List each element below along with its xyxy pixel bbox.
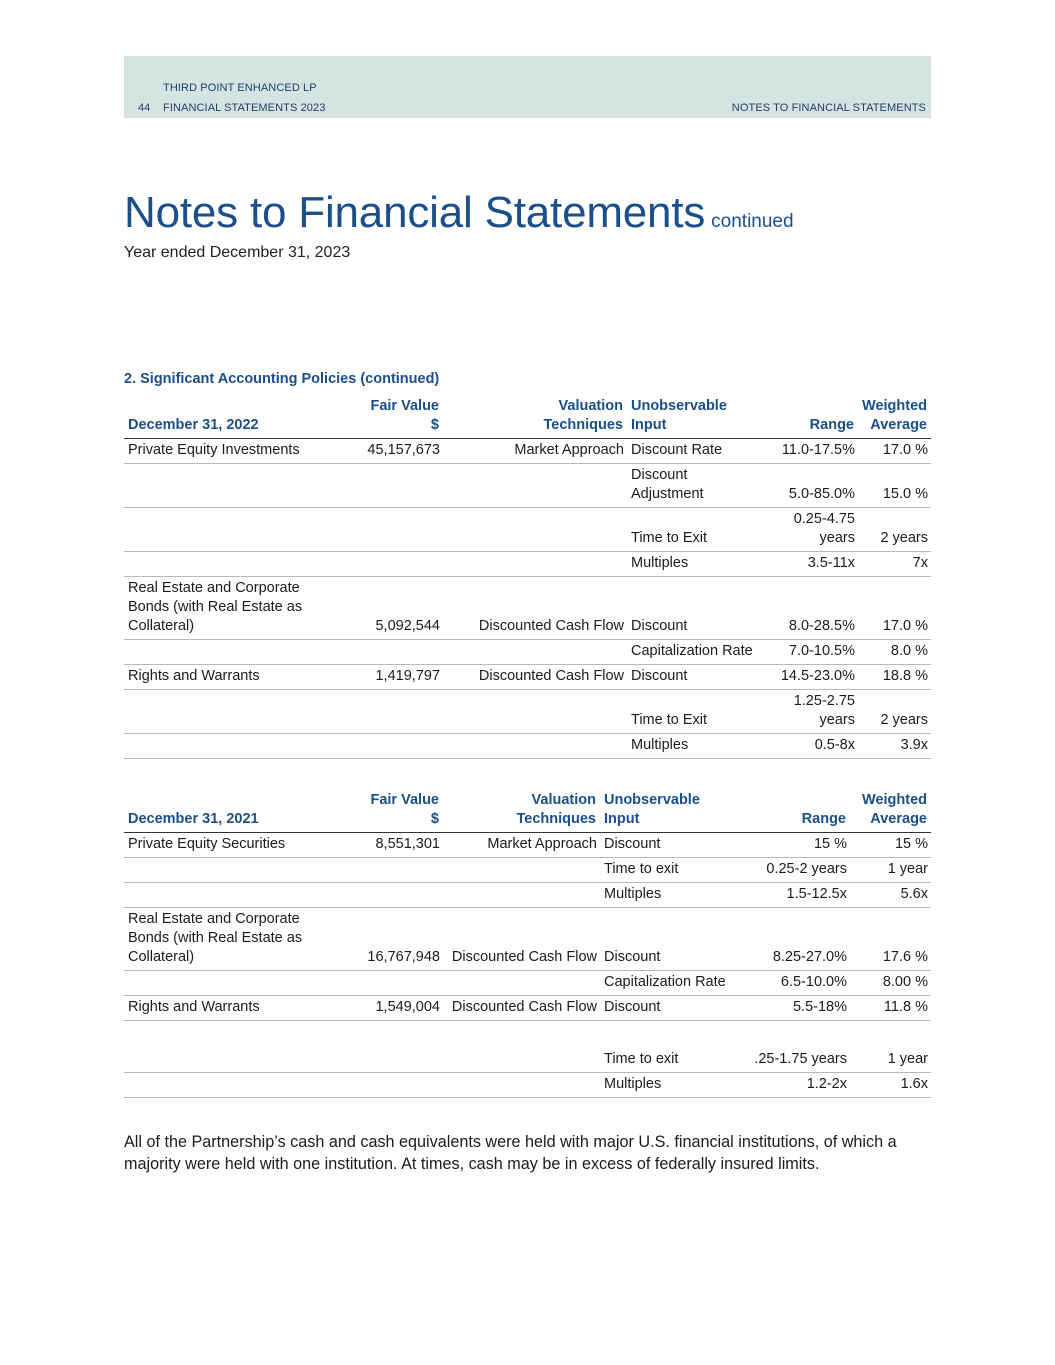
row-fair-value [325, 552, 443, 577]
row-fair-value: 1,549,004 [325, 996, 443, 1021]
row-range: 15 % [733, 833, 850, 858]
row-unobservable-input: Time to exit [600, 858, 733, 883]
row-category [124, 1021, 325, 1073]
row-range: 1.2-2x [733, 1073, 850, 1098]
row-unobservable-input: Time to exit [600, 1021, 733, 1073]
page-subtitle: Year ended December 31, 2023 [124, 244, 351, 261]
row-category [124, 883, 325, 908]
row-unobservable-input: Multiples [600, 883, 733, 908]
table-header-row [124, 791, 931, 833]
row-weighted-average: 5.6x [850, 883, 931, 908]
row-fair-value: 8,551,301 [325, 833, 443, 858]
row-valuation-technique: Discounted Cash Flow [443, 908, 600, 971]
row-fair-value: 45,157,673 [325, 439, 443, 464]
row-unobservable-input: Multiples [627, 734, 760, 759]
row-valuation-technique [443, 858, 600, 883]
row-unobservable-input: Discount [627, 577, 760, 640]
row-fair-value [325, 1073, 443, 1098]
table-row [124, 996, 931, 1021]
table-row [124, 883, 931, 908]
row-fair-value [325, 640, 443, 665]
row-range: 5.0-85.0% [760, 464, 858, 508]
row-category [124, 508, 325, 552]
column-header-weighted-average: Weighted Average [858, 397, 931, 439]
column-header-valuation-techniques: Valuation Techniques [443, 397, 627, 439]
row-range: 7.0-10.5% [760, 640, 858, 665]
page-title-main: Notes to Financial Statements [124, 188, 706, 237]
row-category [124, 1073, 325, 1098]
row-category: Rights and Warrants [124, 665, 325, 690]
row-range: 3.5-11x [760, 552, 858, 577]
row-range: .25-1.75 years [733, 1021, 850, 1073]
row-category [124, 858, 325, 883]
row-fair-value [325, 883, 443, 908]
header-section: NOTES TO FINANCIAL STATEMENTS [731, 102, 926, 114]
row-category: Real Estate and Corporate Bonds (with Real Estate as Collateral) [124, 577, 325, 640]
header-document: FINANCIAL STATEMENTS 2023 [163, 102, 326, 114]
table-row [124, 858, 931, 883]
row-range: 8.25-27.0% [733, 908, 850, 971]
row-fair-value [325, 734, 443, 759]
row-weighted-average: 8.0 % [858, 640, 931, 665]
table-row [124, 833, 931, 858]
row-weighted-average: 17.6 % [850, 908, 931, 971]
row-fair-value [325, 508, 443, 552]
table-row [124, 1021, 931, 1073]
row-valuation-technique [443, 690, 627, 734]
row-range: 0.25-2 years [733, 858, 850, 883]
row-range: 1.25-2.75 years [760, 690, 858, 734]
row-fair-value: 16,767,948 [325, 908, 443, 971]
table-row [124, 665, 931, 690]
row-valuation-technique: Market Approach [443, 833, 600, 858]
column-header-weighted-average: Weighted Average [850, 791, 931, 833]
row-unobservable-input: Discount Rate [627, 439, 760, 464]
row-unobservable-input: Discount [600, 833, 733, 858]
row-category [124, 640, 325, 665]
row-category: Real Estate and Corporate Bonds (with Real Estate as Collateral) [124, 908, 325, 971]
row-weighted-average: 1 year [850, 1021, 931, 1073]
row-weighted-average: 15 % [850, 833, 931, 858]
row-valuation-technique [443, 508, 627, 552]
row-weighted-average: 17.0 % [858, 439, 931, 464]
row-fair-value [325, 690, 443, 734]
row-fair-value [325, 971, 443, 996]
row-fair-value [325, 1021, 443, 1073]
row-weighted-average: 1 year [850, 858, 931, 883]
table-row [124, 577, 931, 640]
row-range: 0.25-4.75 years [760, 508, 858, 552]
row-category [124, 464, 325, 508]
row-category [124, 552, 325, 577]
table-row [124, 640, 931, 665]
row-range: 1.5-12.5x [733, 883, 850, 908]
column-header-date: December 31, 2022 [124, 397, 325, 439]
table-row [124, 464, 931, 508]
row-unobservable-input: Discount Adjustment [627, 464, 760, 508]
row-weighted-average: 7x [858, 552, 931, 577]
table-row [124, 508, 931, 552]
row-weighted-average: 3.9x [858, 734, 931, 759]
row-valuation-technique [443, 1073, 600, 1098]
column-header-unobservable-input: Unobservable Input [600, 791, 733, 833]
column-header-range: Range [733, 791, 850, 833]
row-unobservable-input: Time to Exit [627, 690, 760, 734]
row-valuation-technique: Discounted Cash Flow [443, 665, 627, 690]
row-weighted-average: 1.6x [850, 1073, 931, 1098]
table-row [124, 690, 931, 734]
row-valuation-technique [443, 464, 627, 508]
row-fair-value [325, 858, 443, 883]
row-category: Rights and Warrants [124, 996, 325, 1021]
row-category [124, 734, 325, 759]
row-range: 6.5-10.0% [733, 971, 850, 996]
row-unobservable-input: Capitalization Rate [600, 971, 733, 996]
row-valuation-technique: Market Approach [443, 439, 627, 464]
row-range: 14.5-23.0% [760, 665, 858, 690]
table-row [124, 971, 931, 996]
row-fair-value [325, 464, 443, 508]
header-band [124, 56, 931, 118]
column-header-fair-value: Fair Value $ [325, 791, 443, 833]
row-weighted-average: 17.0 % [858, 577, 931, 640]
column-header-range: Range [760, 397, 858, 439]
table-row [124, 552, 931, 577]
column-header-valuation-techniques: Valuation Techniques [443, 791, 600, 833]
row-category [124, 690, 325, 734]
page-title [124, 188, 794, 238]
page-number: 44 [138, 102, 151, 114]
row-range: 0.5-8x [760, 734, 858, 759]
table-row [124, 734, 931, 759]
table-row [124, 439, 931, 464]
row-unobservable-input: Time to Exit [627, 508, 760, 552]
row-range: 5.5-18% [733, 996, 850, 1021]
table-header-row [124, 397, 931, 439]
row-weighted-average: 8.00 % [850, 971, 931, 996]
row-valuation-technique: Discounted Cash Flow [443, 996, 600, 1021]
row-valuation-technique [443, 552, 627, 577]
row-range: 8.0-28.5% [760, 577, 858, 640]
row-range: 11.0-17.5% [760, 439, 858, 464]
footnote-paragraph: All of the Partnership’s cash and cash equivalents were held with major U.S. financial institutions, of which a majority were held with one institution. At times, cash may be in excess of federally insured limits. [124, 1133, 897, 1173]
table-row [124, 908, 931, 971]
header-company: THIRD POINT ENHANCED LP [163, 82, 317, 94]
row-weighted-average: 11.8 % [850, 996, 931, 1021]
row-valuation-technique [443, 640, 627, 665]
table-row [124, 1073, 931, 1098]
row-valuation-technique [443, 971, 600, 996]
row-valuation-technique [443, 734, 627, 759]
row-unobservable-input: Discount [627, 665, 760, 690]
row-category: Private Equity Investments [124, 439, 325, 464]
row-weighted-average: 2 years [858, 508, 931, 552]
row-fair-value: 1,419,797 [325, 665, 443, 690]
column-header-unobservable-input: Unobservable Input [627, 397, 760, 439]
fair-value-table-2022 [124, 397, 931, 759]
row-weighted-average: 2 years [858, 690, 931, 734]
row-fair-value: 5,092,544 [325, 577, 443, 640]
section-heading: 2. Significant Accounting Policies (continued) [124, 371, 440, 387]
fair-value-table-2021 [124, 791, 931, 1098]
column-header-date: December 31, 2021 [124, 791, 325, 833]
row-unobservable-input: Capitalization Rate [627, 640, 760, 665]
row-unobservable-input: Discount [600, 908, 733, 971]
page-title-continued: continued [711, 211, 794, 232]
row-unobservable-input: Multiples [600, 1073, 733, 1098]
row-weighted-average: 15.0 % [858, 464, 931, 508]
row-valuation-technique [443, 1021, 600, 1073]
row-valuation-technique [443, 883, 600, 908]
row-unobservable-input: Multiples [627, 552, 760, 577]
row-unobservable-input: Discount [600, 996, 733, 1021]
column-header-fair-value: Fair Value $ [325, 397, 443, 439]
row-valuation-technique: Discounted Cash Flow [443, 577, 627, 640]
row-category [124, 971, 325, 996]
row-weighted-average: 18.8 % [858, 665, 931, 690]
row-category: Private Equity Securities [124, 833, 325, 858]
